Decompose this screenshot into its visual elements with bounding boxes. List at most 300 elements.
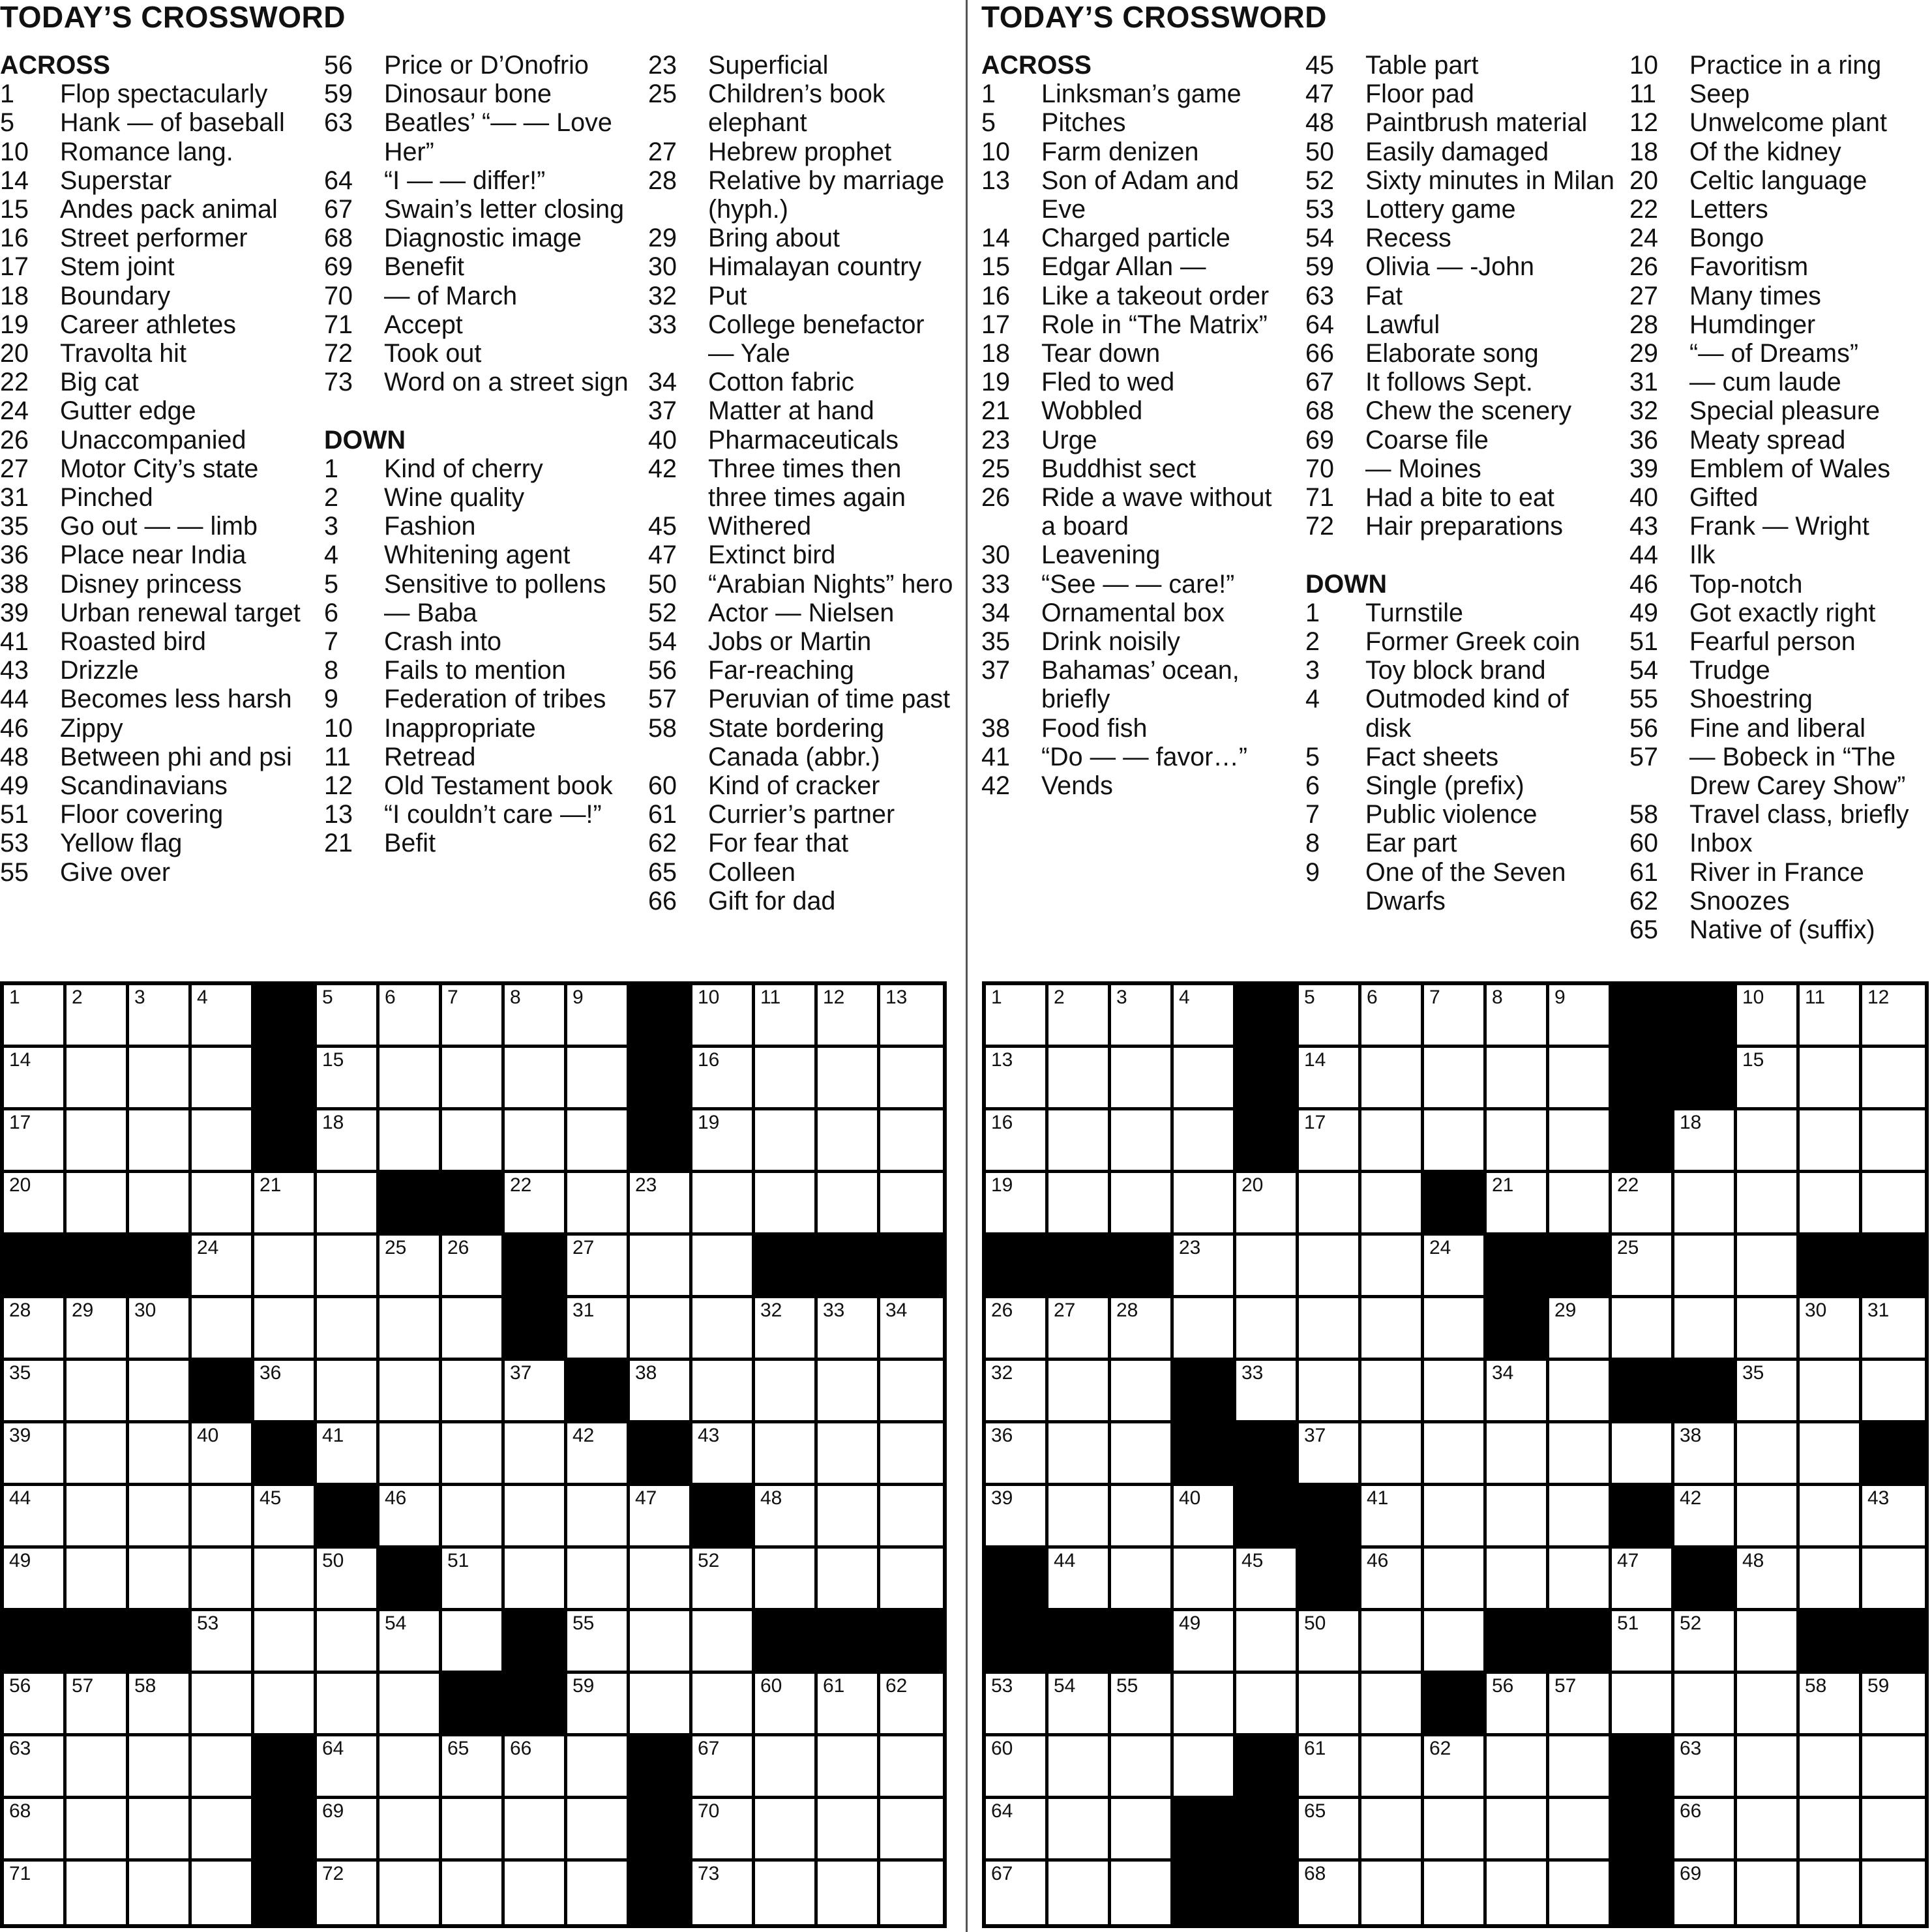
grid-cell[interactable] <box>1674 1611 1737 1674</box>
grid-cell[interactable] <box>1862 1173 1925 1236</box>
grid-cell[interactable] <box>692 1736 755 1799</box>
grid-cell[interactable] <box>1612 1423 1674 1486</box>
grid-cell[interactable] <box>1424 1549 1487 1611</box>
grid-cell[interactable] <box>1862 1298 1925 1361</box>
grid-cell[interactable] <box>1361 1549 1424 1611</box>
grid-cell[interactable] <box>880 1298 943 1361</box>
grid-cell[interactable] <box>67 1110 129 1173</box>
grid-cell[interactable] <box>505 1110 567 1173</box>
grid-cell[interactable] <box>192 1799 254 1862</box>
grid-cell[interactable] <box>818 1110 880 1173</box>
grid-cell[interactable] <box>129 1173 192 1236</box>
grid-cell[interactable] <box>192 1173 254 1236</box>
grid-cell[interactable] <box>129 1423 192 1486</box>
grid-cell[interactable] <box>1361 1298 1424 1361</box>
grid-cell[interactable] <box>1487 1361 1549 1423</box>
grid-cell[interactable] <box>1048 985 1111 1048</box>
grid-cell[interactable] <box>67 1799 129 1862</box>
grid-cell[interactable] <box>1424 1799 1487 1862</box>
grid-cell[interactable] <box>1424 1486 1487 1549</box>
grid-cell[interactable] <box>1048 1048 1111 1110</box>
grid-cell[interactable] <box>880 1736 943 1799</box>
grid-cell[interactable] <box>442 1423 505 1486</box>
grid-cell[interactable] <box>692 1236 755 1298</box>
grid-cell[interactable] <box>630 1674 692 1736</box>
grid-cell[interactable] <box>1424 1361 1487 1423</box>
grid-cell[interactable] <box>317 1423 379 1486</box>
grid-cell[interactable] <box>567 1486 630 1549</box>
grid-cell[interactable] <box>4 1173 67 1236</box>
grid-cell[interactable] <box>1612 1173 1674 1236</box>
grid-cell[interactable] <box>1048 1423 1111 1486</box>
grid-cell[interactable] <box>317 985 379 1048</box>
grid-cell[interactable] <box>1862 1048 1925 1110</box>
grid-cell[interactable] <box>880 1173 943 1236</box>
grid-cell[interactable] <box>1361 985 1424 1048</box>
grid-cell[interactable] <box>1549 1799 1612 1862</box>
grid-cell[interactable] <box>1361 1173 1424 1236</box>
grid-cell[interactable] <box>1236 1611 1299 1674</box>
grid-cell[interactable] <box>505 1862 567 1924</box>
grid-cell[interactable] <box>67 1173 129 1236</box>
grid-cell[interactable] <box>1674 1674 1737 1736</box>
grid-cell[interactable] <box>379 1048 442 1110</box>
grid-cell[interactable] <box>1174 1549 1236 1611</box>
grid-cell[interactable] <box>818 1862 880 1924</box>
grid-cell[interactable] <box>1487 1674 1549 1736</box>
grid-cell[interactable] <box>692 1611 755 1674</box>
grid-cell[interactable] <box>1299 1048 1361 1110</box>
grid-cell[interactable] <box>630 1611 692 1674</box>
grid-cell[interactable] <box>818 1048 880 1110</box>
grid-cell[interactable] <box>1299 1736 1361 1799</box>
grid-cell[interactable] <box>1174 1611 1236 1674</box>
grid-cell[interactable] <box>1299 1423 1361 1486</box>
grid-cell[interactable] <box>442 1736 505 1799</box>
grid-cell[interactable] <box>1737 1736 1800 1799</box>
grid-cell[interactable] <box>317 1736 379 1799</box>
grid-cell[interactable] <box>1800 1736 1862 1799</box>
grid-cell[interactable] <box>254 1298 317 1361</box>
grid-cell[interactable] <box>986 1862 1048 1924</box>
grid-cell[interactable] <box>692 1674 755 1736</box>
grid-cell[interactable] <box>442 1486 505 1549</box>
grid-cell[interactable] <box>192 1298 254 1361</box>
grid-cell[interactable] <box>880 985 943 1048</box>
grid-cell[interactable] <box>67 1298 129 1361</box>
grid-cell[interactable] <box>818 1486 880 1549</box>
grid-cell[interactable] <box>1236 1549 1299 1611</box>
grid-cell[interactable] <box>317 1048 379 1110</box>
grid-cell[interactable] <box>1737 985 1800 1048</box>
grid-cell[interactable] <box>818 1549 880 1611</box>
grid-cell[interactable] <box>567 1862 630 1924</box>
grid-cell[interactable] <box>1048 1549 1111 1611</box>
grid-cell[interactable] <box>1174 985 1236 1048</box>
grid-cell[interactable] <box>1737 1423 1800 1486</box>
grid-cell[interactable] <box>1674 1799 1737 1862</box>
grid-cell[interactable] <box>505 1361 567 1423</box>
grid-cell[interactable] <box>1549 1549 1612 1611</box>
grid-cell[interactable] <box>1800 1799 1862 1862</box>
grid-cell[interactable] <box>442 1611 505 1674</box>
grid-cell[interactable] <box>880 1674 943 1736</box>
grid-cell[interactable] <box>1424 1048 1487 1110</box>
grid-cell[interactable] <box>880 1549 943 1611</box>
grid-cell[interactable] <box>1487 1048 1549 1110</box>
grid-cell[interactable] <box>317 1110 379 1173</box>
grid-cell[interactable] <box>1299 1799 1361 1862</box>
grid-cell[interactable] <box>1549 1110 1612 1173</box>
grid-cell[interactable] <box>505 1549 567 1611</box>
grid-cell[interactable] <box>1549 1674 1612 1736</box>
grid-cell[interactable] <box>818 985 880 1048</box>
grid-cell[interactable] <box>818 1674 880 1736</box>
grid-cell[interactable] <box>880 1799 943 1862</box>
grid-cell[interactable] <box>1299 1236 1361 1298</box>
grid-cell[interactable] <box>4 1048 67 1110</box>
grid-cell[interactable] <box>379 1799 442 1862</box>
grid-cell[interactable] <box>567 1674 630 1736</box>
grid-cell[interactable] <box>986 1048 1048 1110</box>
grid-cell[interactable] <box>1174 1236 1236 1298</box>
grid-cell[interactable] <box>1487 1736 1549 1799</box>
grid-cell[interactable] <box>4 1549 67 1611</box>
grid-cell[interactable] <box>442 1236 505 1298</box>
grid-cell[interactable] <box>630 1361 692 1423</box>
grid-cell[interactable] <box>880 1361 943 1423</box>
grid-cell[interactable] <box>192 1549 254 1611</box>
grid-cell[interactable] <box>67 985 129 1048</box>
grid-cell[interactable] <box>67 1862 129 1924</box>
grid-cell[interactable] <box>1612 1549 1674 1611</box>
grid-cell[interactable] <box>1111 1486 1174 1549</box>
grid-cell[interactable] <box>192 985 254 1048</box>
grid-cell[interactable] <box>67 1423 129 1486</box>
grid-cell[interactable] <box>129 985 192 1048</box>
grid-cell[interactable] <box>1737 1236 1800 1298</box>
grid-cell[interactable] <box>1862 1736 1925 1799</box>
grid-cell[interactable] <box>1299 1361 1361 1423</box>
grid-cell[interactable] <box>630 1486 692 1549</box>
grid-cell[interactable] <box>1299 1674 1361 1736</box>
grid-cell[interactable] <box>1361 1486 1424 1549</box>
grid-cell[interactable] <box>1612 1298 1674 1361</box>
grid-cell[interactable] <box>1361 1110 1424 1173</box>
grid-cell[interactable] <box>1424 1110 1487 1173</box>
grid-cell[interactable] <box>1048 1298 1111 1361</box>
grid-cell[interactable] <box>1862 1674 1925 1736</box>
grid-cell[interactable] <box>1424 985 1487 1048</box>
grid-cell[interactable] <box>67 1736 129 1799</box>
grid-cell[interactable] <box>1549 1048 1612 1110</box>
grid-cell[interactable] <box>567 1236 630 1298</box>
grid-cell[interactable] <box>1674 1486 1737 1549</box>
grid-cell[interactable] <box>1111 1736 1174 1799</box>
grid-cell[interactable] <box>1111 1862 1174 1924</box>
grid-cell[interactable] <box>1111 1048 1174 1110</box>
grid-cell[interactable] <box>755 985 818 1048</box>
grid-cell[interactable] <box>567 1298 630 1361</box>
grid-cell[interactable] <box>1111 985 1174 1048</box>
grid-cell[interactable] <box>1361 1862 1424 1924</box>
grid-cell[interactable] <box>4 1736 67 1799</box>
grid-cell[interactable] <box>192 1423 254 1486</box>
grid-cell[interactable] <box>1674 1862 1737 1924</box>
grid-cell[interactable] <box>567 1423 630 1486</box>
grid-cell[interactable] <box>192 1236 254 1298</box>
grid-cell[interactable] <box>4 1674 67 1736</box>
grid-cell[interactable] <box>1361 1423 1424 1486</box>
grid-cell[interactable] <box>1111 1110 1174 1173</box>
grid-cell[interactable] <box>1737 1674 1800 1736</box>
grid-cell[interactable] <box>1737 1862 1800 1924</box>
grid-cell[interactable] <box>4 1110 67 1173</box>
grid-cell[interactable] <box>379 1486 442 1549</box>
grid-cell[interactable] <box>254 1361 317 1423</box>
grid-cell[interactable] <box>505 1799 567 1862</box>
grid-cell[interactable] <box>567 1110 630 1173</box>
grid-cell[interactable] <box>1048 1736 1111 1799</box>
grid-cell[interactable] <box>1800 1361 1862 1423</box>
grid-cell[interactable] <box>986 1486 1048 1549</box>
grid-cell[interactable] <box>379 1298 442 1361</box>
grid-cell[interactable] <box>1549 1862 1612 1924</box>
grid-cell[interactable] <box>1048 1799 1111 1862</box>
grid-cell[interactable] <box>1487 1110 1549 1173</box>
grid-cell[interactable] <box>1862 1486 1925 1549</box>
grid-cell[interactable] <box>1299 1173 1361 1236</box>
grid-cell[interactable] <box>442 1298 505 1361</box>
grid-cell[interactable] <box>505 1048 567 1110</box>
grid-cell[interactable] <box>1800 1674 1862 1736</box>
grid-cell[interactable] <box>1361 1048 1424 1110</box>
grid-cell[interactable] <box>1549 1361 1612 1423</box>
grid-cell[interactable] <box>1862 1862 1925 1924</box>
grid-cell[interactable] <box>1612 1674 1674 1736</box>
grid-cell[interactable] <box>1487 1799 1549 1862</box>
grid-cell[interactable] <box>1549 1736 1612 1799</box>
grid-cell[interactable] <box>1737 1611 1800 1674</box>
grid-cell[interactable] <box>1737 1486 1800 1549</box>
grid-cell[interactable] <box>567 1799 630 1862</box>
grid-cell[interactable] <box>67 1048 129 1110</box>
grid-cell[interactable] <box>1800 1048 1862 1110</box>
grid-cell[interactable] <box>1800 1486 1862 1549</box>
grid-cell[interactable] <box>1487 1423 1549 1486</box>
grid-cell[interactable] <box>1048 1674 1111 1736</box>
grid-cell[interactable] <box>67 1361 129 1423</box>
grid-cell[interactable] <box>1800 1423 1862 1486</box>
grid-cell[interactable] <box>505 985 567 1048</box>
grid-cell[interactable] <box>1549 1298 1612 1361</box>
grid-cell[interactable] <box>1174 1048 1236 1110</box>
grid-cell[interactable] <box>129 1048 192 1110</box>
grid-cell[interactable] <box>129 1674 192 1736</box>
grid-cell[interactable] <box>1111 1298 1174 1361</box>
grid-cell[interactable] <box>986 1799 1048 1862</box>
grid-cell[interactable] <box>1737 1361 1800 1423</box>
grid-cell[interactable] <box>986 1736 1048 1799</box>
grid-cell[interactable] <box>4 1298 67 1361</box>
grid-cell[interactable] <box>1111 1423 1174 1486</box>
grid-cell[interactable] <box>1612 1236 1674 1298</box>
grid-cell[interactable] <box>1424 1298 1487 1361</box>
grid-cell[interactable] <box>1048 1862 1111 1924</box>
grid-cell[interactable] <box>254 1674 317 1736</box>
grid-cell[interactable] <box>1674 1423 1737 1486</box>
grid-cell[interactable] <box>1174 1674 1236 1736</box>
grid-cell[interactable] <box>505 1736 567 1799</box>
grid-cell[interactable] <box>1299 985 1361 1048</box>
grid-cell[interactable] <box>1361 1799 1424 1862</box>
grid-cell[interactable] <box>755 1173 818 1236</box>
grid-cell[interactable] <box>567 1048 630 1110</box>
grid-cell[interactable] <box>67 1486 129 1549</box>
grid-cell[interactable] <box>129 1110 192 1173</box>
grid-cell[interactable] <box>1800 985 1862 1048</box>
grid-cell[interactable] <box>254 1611 317 1674</box>
grid-cell[interactable] <box>1361 1611 1424 1674</box>
grid-cell[interactable] <box>129 1361 192 1423</box>
grid-cell[interactable] <box>1174 1173 1236 1236</box>
grid-cell[interactable] <box>1424 1611 1487 1674</box>
grid-cell[interactable] <box>986 1173 1048 1236</box>
grid-cell[interactable] <box>1174 1298 1236 1361</box>
grid-cell[interactable] <box>1048 1486 1111 1549</box>
grid-cell[interactable] <box>986 1423 1048 1486</box>
grid-cell[interactable] <box>986 1674 1048 1736</box>
grid-cell[interactable] <box>442 1110 505 1173</box>
grid-cell[interactable] <box>1236 1674 1299 1736</box>
grid-cell[interactable] <box>1299 1862 1361 1924</box>
grid-cell[interactable] <box>4 1486 67 1549</box>
grid-cell[interactable] <box>1174 1110 1236 1173</box>
grid-cell[interactable] <box>442 1361 505 1423</box>
grid-cell[interactable] <box>630 1549 692 1611</box>
grid-cell[interactable] <box>317 1799 379 1862</box>
grid-cell[interactable] <box>317 1298 379 1361</box>
grid-cell[interactable] <box>442 985 505 1048</box>
grid-cell[interactable] <box>1862 1799 1925 1862</box>
grid-cell[interactable] <box>505 1486 567 1549</box>
grid-cell[interactable] <box>1111 1173 1174 1236</box>
grid-cell[interactable] <box>379 1862 442 1924</box>
grid-cell[interactable] <box>192 1862 254 1924</box>
grid-cell[interactable] <box>630 1173 692 1236</box>
grid-cell[interactable] <box>442 1549 505 1611</box>
grid-cell[interactable] <box>567 1611 630 1674</box>
grid-cell[interactable] <box>67 1674 129 1736</box>
grid-cell[interactable] <box>1174 1486 1236 1549</box>
grid-cell[interactable] <box>1424 1423 1487 1486</box>
grid-cell[interactable] <box>880 1862 943 1924</box>
grid-cell[interactable] <box>1487 1549 1549 1611</box>
grid-cell[interactable] <box>880 1486 943 1549</box>
grid-cell[interactable] <box>1487 985 1549 1048</box>
grid-cell[interactable] <box>1549 1423 1612 1486</box>
grid-cell[interactable] <box>4 1799 67 1862</box>
grid-cell[interactable] <box>1674 1173 1737 1236</box>
grid-cell[interactable] <box>67 1549 129 1611</box>
grid-cell[interactable] <box>192 1048 254 1110</box>
grid-cell[interactable] <box>254 1236 317 1298</box>
grid-cell[interactable] <box>192 1486 254 1549</box>
grid-cell[interactable] <box>818 1173 880 1236</box>
grid-cell[interactable] <box>755 1361 818 1423</box>
grid-cell[interactable] <box>1800 1862 1862 1924</box>
grid-cell[interactable] <box>442 1862 505 1924</box>
grid-cell[interactable] <box>818 1423 880 1486</box>
grid-cell[interactable] <box>317 1361 379 1423</box>
grid-cell[interactable] <box>755 1549 818 1611</box>
grid-cell[interactable] <box>1299 1298 1361 1361</box>
grid-cell[interactable] <box>755 1674 818 1736</box>
grid-cell[interactable] <box>1424 1236 1487 1298</box>
grid-cell[interactable] <box>1424 1736 1487 1799</box>
grid-cell[interactable] <box>1737 1048 1800 1110</box>
grid-cell[interactable] <box>1862 1549 1925 1611</box>
grid-cell[interactable] <box>880 1423 943 1486</box>
grid-cell[interactable] <box>755 1048 818 1110</box>
grid-cell[interactable] <box>630 1236 692 1298</box>
grid-cell[interactable] <box>1674 1236 1737 1298</box>
grid-cell[interactable] <box>129 1799 192 1862</box>
grid-cell[interactable] <box>442 1048 505 1110</box>
grid-cell[interactable] <box>254 1486 317 1549</box>
grid-cell[interactable] <box>1737 1799 1800 1862</box>
grid-cell[interactable] <box>1674 1298 1737 1361</box>
grid-cell[interactable] <box>1236 1361 1299 1423</box>
grid-cell[interactable] <box>317 1862 379 1924</box>
grid-cell[interactable] <box>1737 1298 1800 1361</box>
grid-cell[interactable] <box>755 1862 818 1924</box>
grid-cell[interactable] <box>1048 1173 1111 1236</box>
grid-cell[interactable] <box>692 1799 755 1862</box>
grid-cell[interactable] <box>1487 1486 1549 1549</box>
grid-cell[interactable] <box>505 1423 567 1486</box>
grid-cell[interactable] <box>1361 1361 1424 1423</box>
grid-cell[interactable] <box>192 1736 254 1799</box>
grid-cell[interactable] <box>1111 1799 1174 1862</box>
grid-cell[interactable] <box>129 1549 192 1611</box>
grid-cell[interactable] <box>1048 1361 1111 1423</box>
grid-cell[interactable] <box>1737 1173 1800 1236</box>
grid-cell[interactable] <box>1487 1173 1549 1236</box>
grid-cell[interactable] <box>1361 1236 1424 1298</box>
grid-cell[interactable] <box>1111 1361 1174 1423</box>
grid-cell[interactable] <box>4 1361 67 1423</box>
grid-cell[interactable] <box>317 1549 379 1611</box>
grid-cell[interactable] <box>379 1236 442 1298</box>
grid-cell[interactable] <box>192 1110 254 1173</box>
grid-cell[interactable] <box>4 985 67 1048</box>
grid-cell[interactable] <box>1800 1298 1862 1361</box>
grid-cell[interactable] <box>192 1611 254 1674</box>
grid-cell[interactable] <box>1111 1674 1174 1736</box>
grid-cell[interactable] <box>567 1549 630 1611</box>
grid-cell[interactable] <box>986 1110 1048 1173</box>
grid-cell[interactable] <box>567 985 630 1048</box>
grid-cell[interactable] <box>1862 1110 1925 1173</box>
grid-cell[interactable] <box>317 1611 379 1674</box>
grid-cell[interactable] <box>4 1423 67 1486</box>
grid-cell[interactable] <box>379 1110 442 1173</box>
grid-cell[interactable] <box>1048 1110 1111 1173</box>
grid-cell[interactable] <box>1236 1298 1299 1361</box>
grid-cell[interactable] <box>818 1799 880 1862</box>
grid-cell[interactable] <box>755 1110 818 1173</box>
